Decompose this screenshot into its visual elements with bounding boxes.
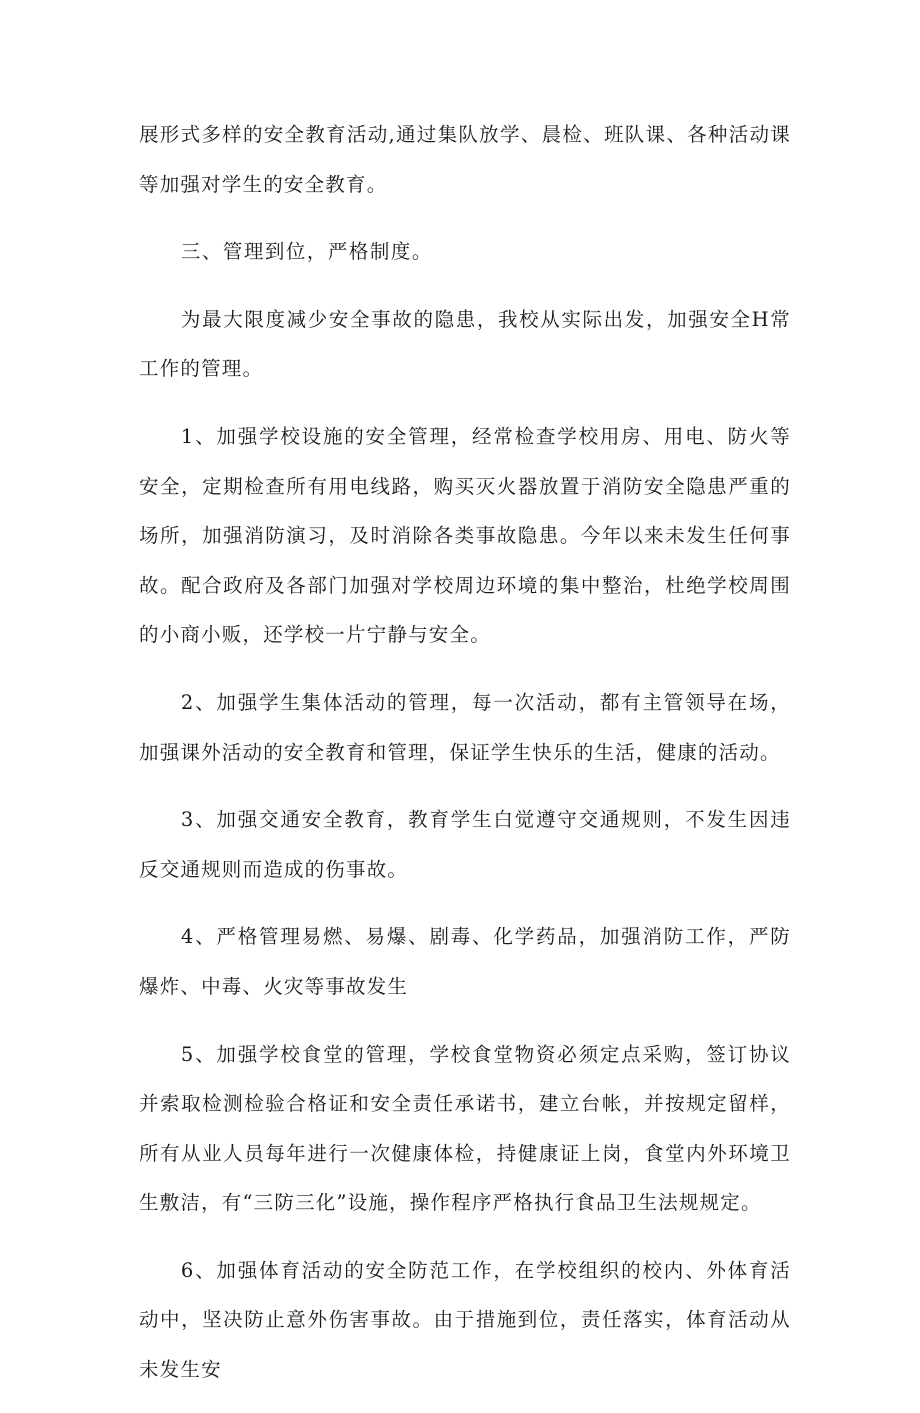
paragraph-item-1: 1、加强学校设施的安全管理，经常检查学校用房、用电、防火等安全，定期检查所有用电线路，购买灭火器放置于消防安全隐患严重的场所，加强消防演习，及时消除各类事故隐患。今年以来未发生任何事故。配合政府及各部门加强对学校周边环境的集中整治，杜绝学校周围的小商小贩，还学校一片宁静与安全。 [139, 424, 791, 647]
paragraph-item-6: 6、加强体育活动的安全防范工作，在学校组织的校内、外体育活动中，坚决防止意外伤害事故。由于措施到位，责任落实，体育活动从未发生安 [139, 1258, 791, 1382]
section-heading-management: 三、管理到位，严格制度。 [180, 240, 433, 264]
paragraph-item-4: 4、严格管理易燃、易爆、剧毒、化学药品，加强消防工作，严防爆炸、中毒、火灾等事故发生 [139, 925, 791, 998]
document-body [139, 110, 791, 1413]
paragraph-item-2: 2、加强学生集体活动的管理，每一次活动，都有主管领导在场，加强课外活动的安全教育和管理，保证学生快乐的生活，健康的活动。 [139, 690, 791, 764]
paragraph-continuation: 展形式多样的安全教育活动,通过集队放学、晨检、班队课、各种活动课等加强对学生的安全教育。 [139, 123, 791, 196]
paragraph-item-5: 5、加强学校食堂的管理，学校食堂物资必须定点采购，签订协议并索取检测检验合格证和安全责任承诺书，建立台帐，并按规定留样，所有从业人员每年进行一次健康体检，持健康证上岗，食堂内外环境卫生敷洁，有“三防三化”设施，操作程序严格执行食品卫生法规规定。 [139, 1042, 791, 1215]
paragraph-intro: 为最大限度减少安全事故的隐患，我校从实际出发，加强安全H常工作的管理。 [139, 307, 791, 381]
paragraph-item-3: 3、加强交通安全教育，教育学生白觉遵守交通规则，不发生因违反交通规则而造成的伤事故。 [139, 808, 791, 881]
